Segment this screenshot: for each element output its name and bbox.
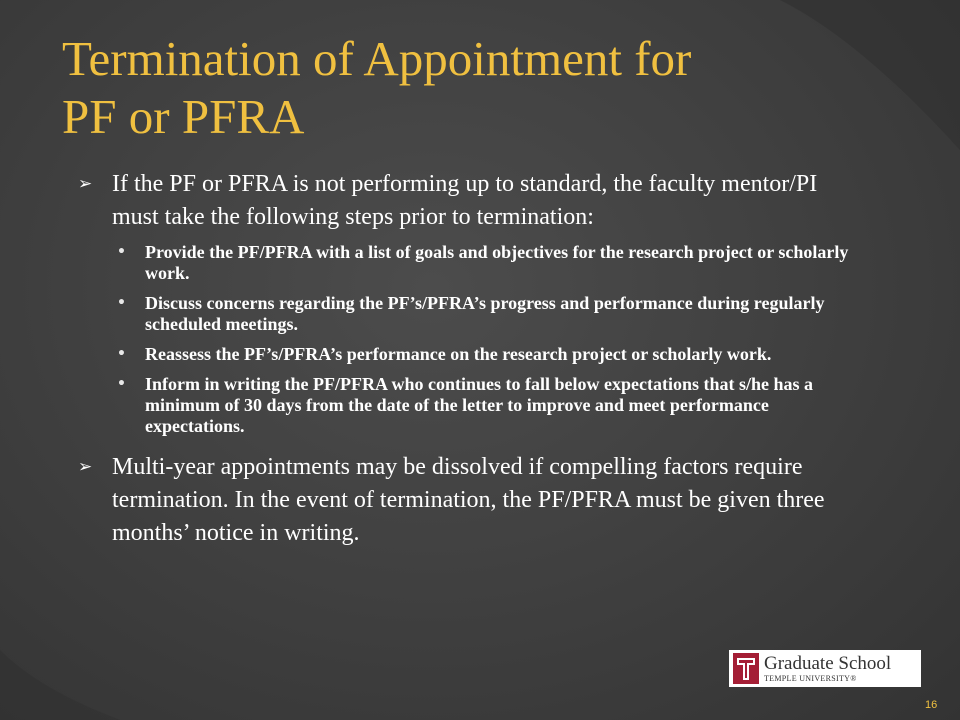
- dot-bullet-icon: •: [117, 295, 126, 311]
- sub-bullet-item: [112, 293, 858, 335]
- title-line-2: PF or PFRA: [62, 89, 305, 144]
- sub-bullet-text: Provide the PF/PFRA with a list of goals and objectives for the research project or scholarly work.: [145, 242, 849, 283]
- sub-bullet-item: [112, 344, 858, 365]
- bullet-text: If the PF or PFRA is not performing up to standard, the faculty mentor/PI must take the following steps prior to termination:: [112, 171, 818, 230]
- logo-sub-text: TEMPLE UNIVERSITY®: [764, 673, 857, 683]
- bullet-text: Multi-year appointments may be dissolved if compelling factors require termination. In the event of termination, the PF/PFRA must be given three months’ notice in writing.: [112, 454, 825, 546]
- sub-bullet-list: [112, 242, 858, 437]
- page-number: 16: [925, 699, 938, 711]
- title-line-1: Termination of Appointment for: [62, 31, 692, 86]
- arrow-bullet-icon: ➢: [78, 174, 93, 194]
- logo-text: [764, 654, 891, 684]
- temple-t-icon: [733, 653, 759, 684]
- sub-bullet-text: Inform in writing the PF/PFRA who continues to fall below expectations that s/he has a minimum of 30 days from the date of the letter to improve and meet performance expectations.: [145, 374, 813, 436]
- arrow-bullet-icon: ➢: [78, 457, 93, 477]
- sub-bullet-text: Reassess the PF’s/PFRA’s performance on the research project or scholarly work.: [145, 344, 772, 364]
- dot-bullet-icon: •: [117, 346, 126, 362]
- logo-main-text: Graduate School: [764, 652, 892, 674]
- graduate-school-logo: [729, 650, 921, 687]
- sub-bullet-text: Discuss concerns regarding the PF’s/PFRA’s progress and performance during regularly scheduled meetings.: [145, 293, 825, 334]
- slide-content: [78, 168, 858, 558]
- bullet-item: [78, 451, 858, 550]
- dot-bullet-icon: •: [117, 244, 126, 260]
- sub-bullet-item: [112, 242, 858, 284]
- bullet-item: [78, 168, 858, 234]
- sub-bullet-item: [112, 374, 858, 437]
- dot-bullet-icon: •: [117, 376, 126, 392]
- slide-title: [62, 30, 922, 146]
